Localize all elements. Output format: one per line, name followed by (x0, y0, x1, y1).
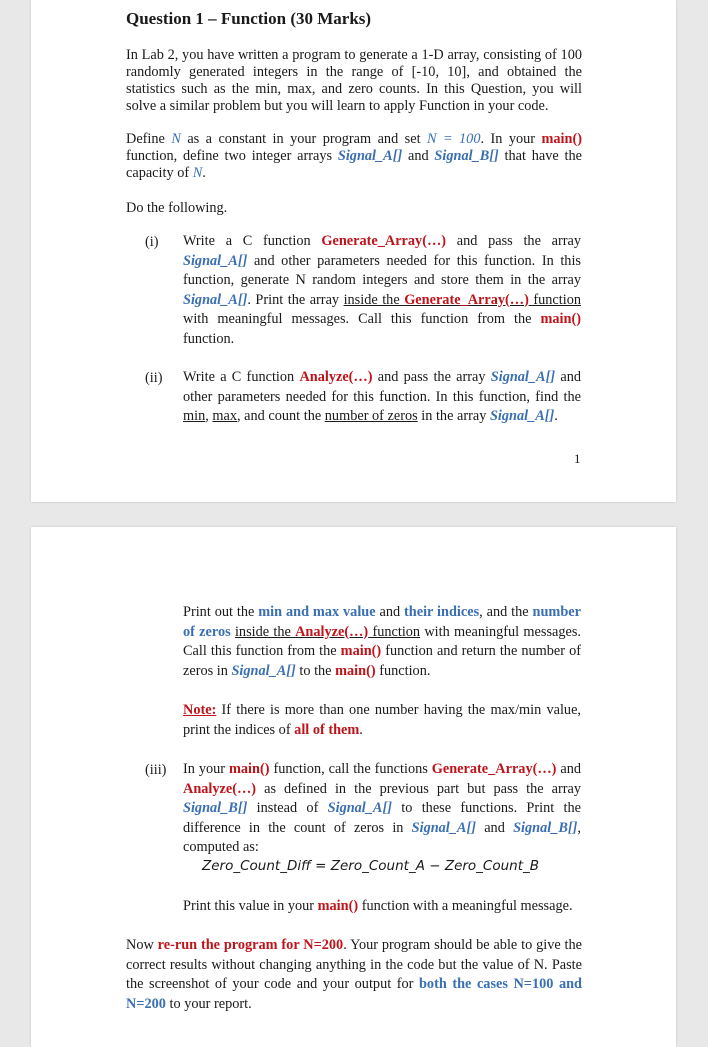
item-ii-continuation: Print out the min and max value and their indices, and the number of zeros inside the Analyze(…) function with meaningful messages. Call this function from the main() function and return the number of zeros in Signal_A[] to the main() function. (183, 604, 581, 679)
item-ii-label: (ii) (145, 370, 163, 386)
document-page-1 (31, 0, 676, 502)
print-value-paragraph: Print this value in your main() function with a meaningful message. (183, 898, 573, 914)
page-number: 1 (574, 451, 581, 466)
item-i-label: (i) (145, 234, 159, 250)
item-iii-label: (iii) (145, 762, 167, 778)
zero-count-formula: Zero_Count_Diff = Zero_Count_A − Zero_Count_B (202, 858, 540, 874)
item-iii-text: In your main() function, call the functions Generate_Array(…) and Analyze(…) as defined in the previous part but pass the array Signal_B[] instead of Signal_A[] to these functions. Print the difference in the count of zeros in Signal_A[] and Signal_B[], computed as: (183, 761, 582, 855)
document-page-2 (31, 527, 676, 1047)
item-i-text: Write a C function Generate_Array(…) and pass the array Signal_A[] and other parameters needed for this function. In this function, generate N random integers and store them in the array Signal_A[]. Print the array inside the Generate_Array(…) function with meaningful messages. Call this function from the main() function. (183, 233, 581, 347)
final-paragraph: Now re-run the program for N=200. Your program should be able to give the correct results without changing anything in the code but the value of N. Paste the screenshot of your code and your output for both the cases N=100 and N=200 to your report. (126, 937, 583, 1012)
instructions-heading: Do the following. (126, 200, 228, 216)
note-paragraph: Note: If there is more than one number having the max/min value, print the indices of all of them. (183, 702, 581, 738)
define-paragraph: Define N as a constant in your program and set N = 100. In your main() function, define two integer arrays Signal_A[] and Signal_B[] that have the capacity of N. (126, 131, 582, 181)
question-title: Question 1 – Function (30 Marks) (126, 9, 372, 28)
item-ii-text: Write a C function Analyze(…) and pass the array Signal_A[] and other parameters needed for this function. In this function, find the min, max, and count the number of zeros in the array Signal_A[]. (183, 369, 582, 424)
intro-paragraph: In Lab 2, you have written a program to generate a 1-D array, consisting of 100 randomly generated integers in the range of [-10, 10], and obtained the statistics such as the min, max, and zero counts. In this Question, you will solve a similar problem but you will learn to apply Function in your code. (126, 47, 582, 114)
